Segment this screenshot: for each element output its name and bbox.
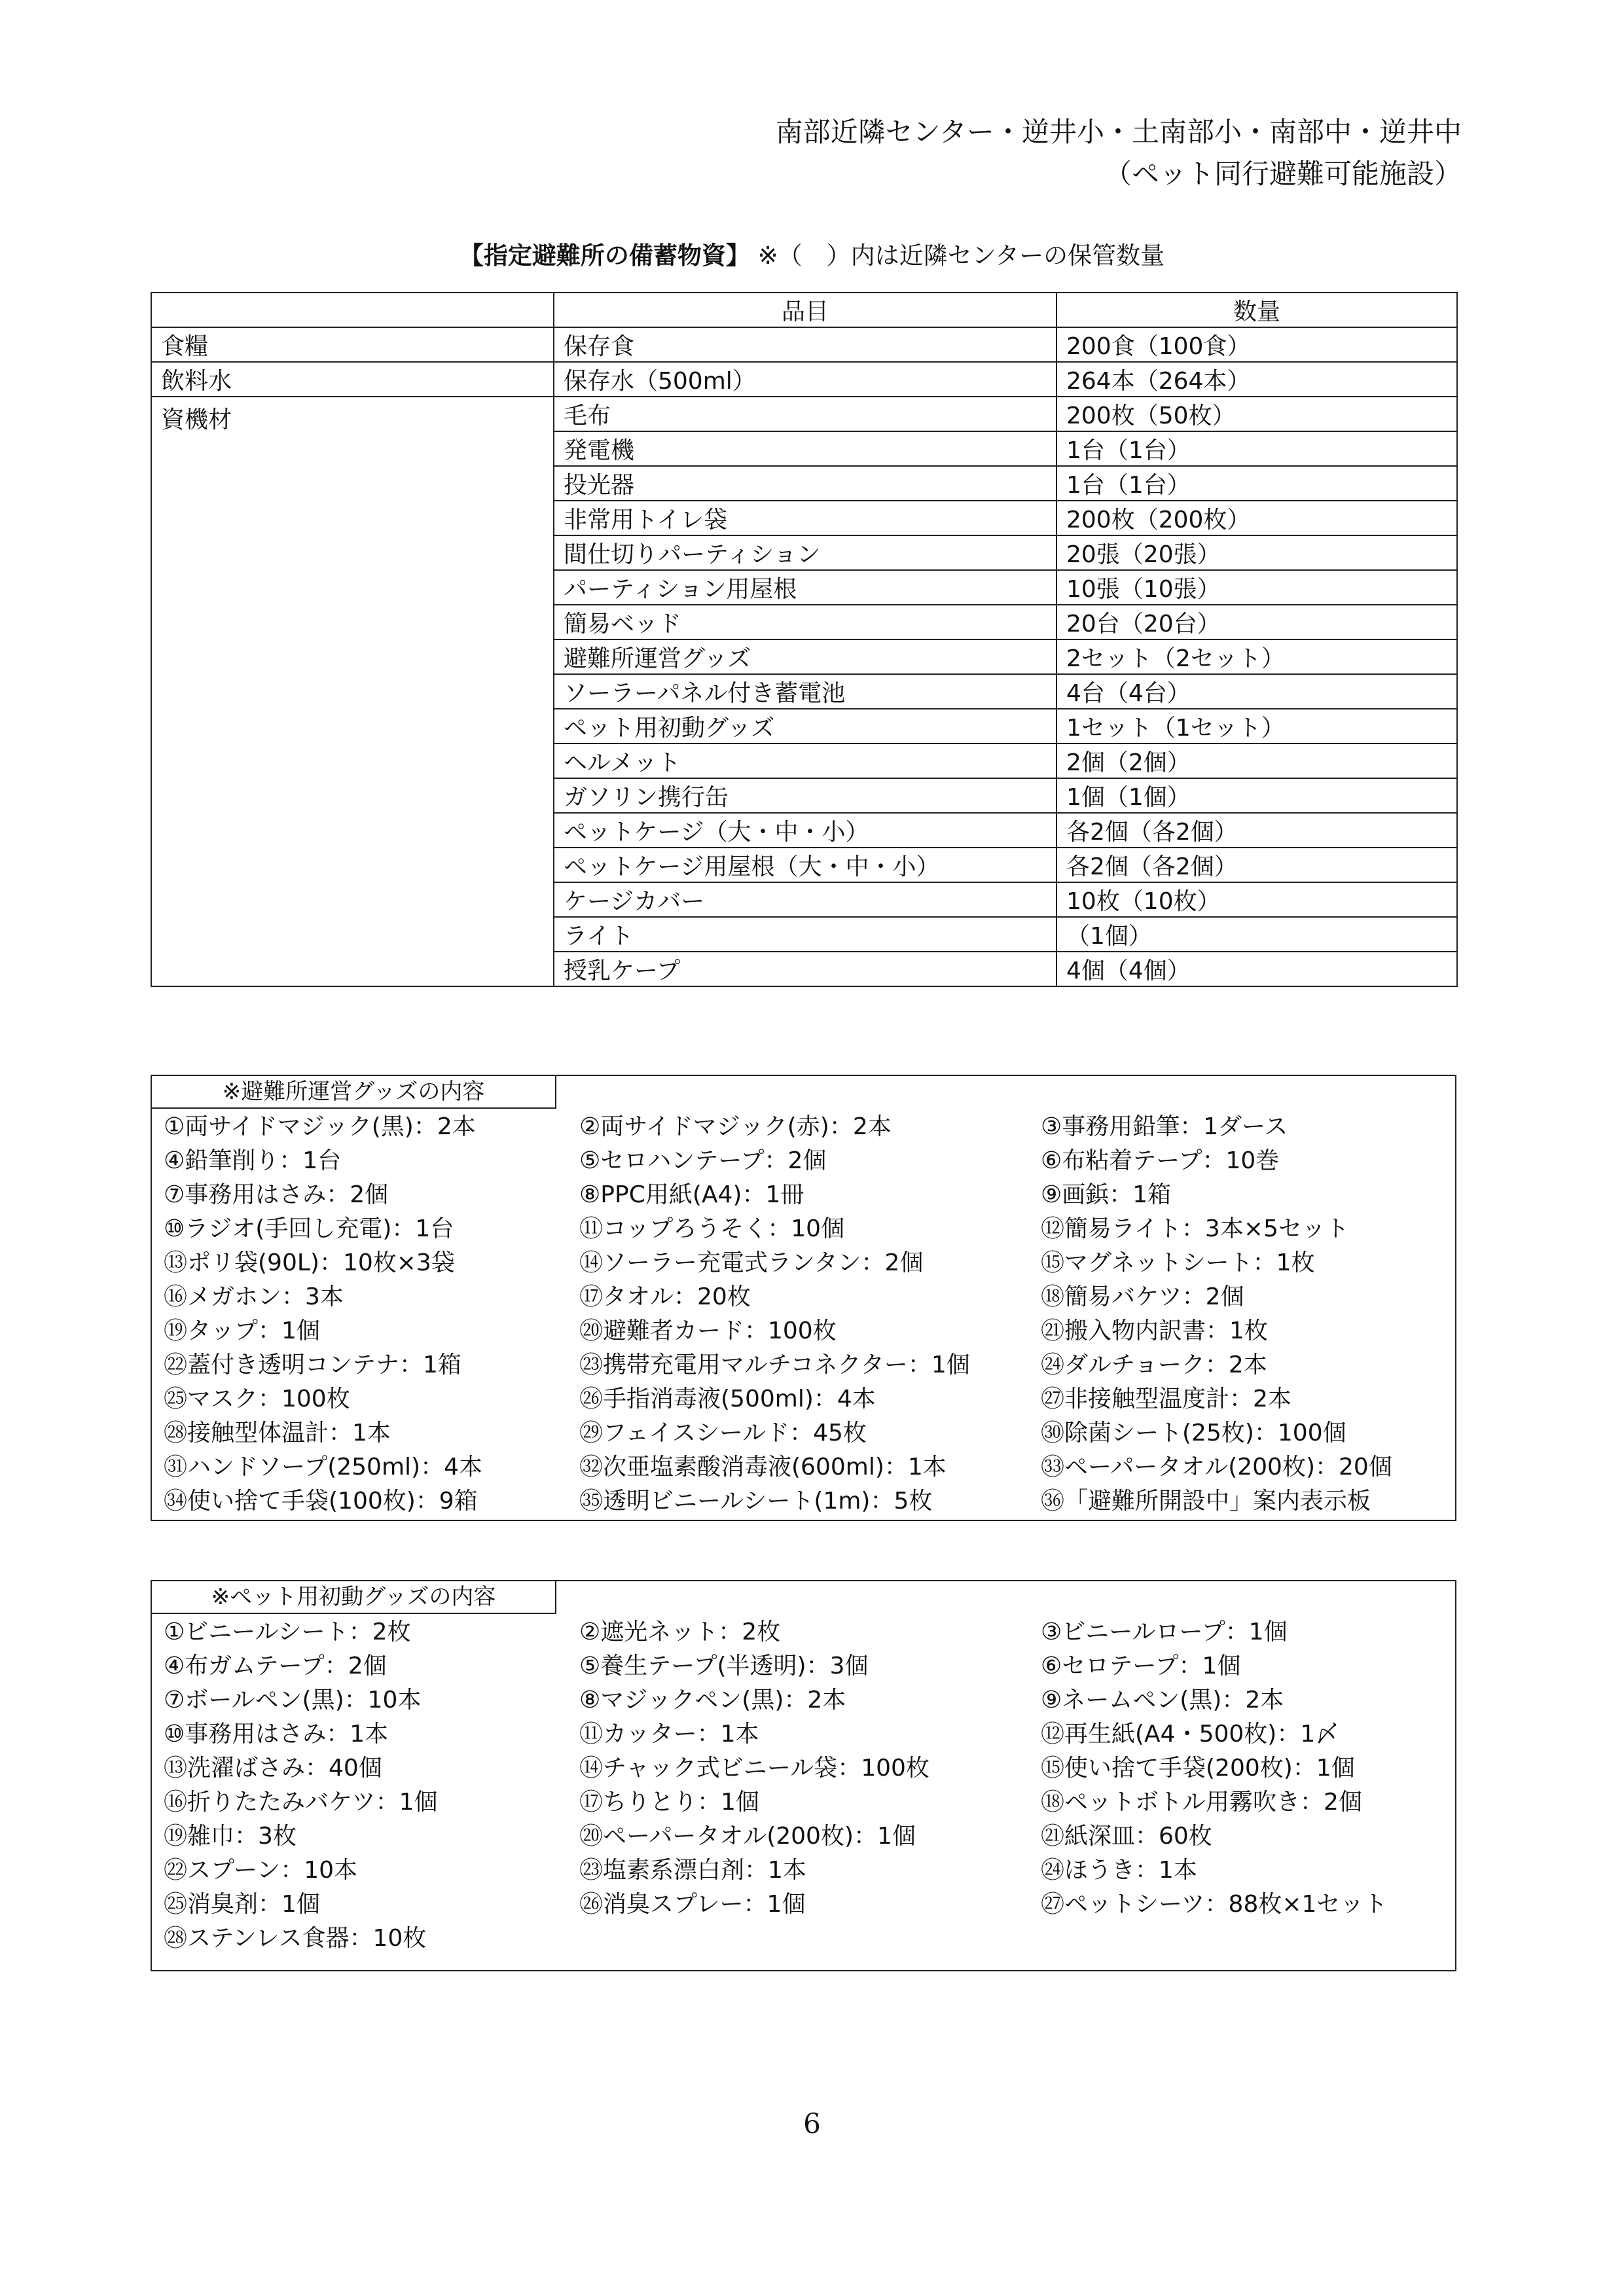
list-item: ㊱「避難所開設中」案内表示板 bbox=[1041, 1488, 1371, 1515]
list-item: ⑧PPC用紙(A4)：1冊 bbox=[579, 1181, 804, 1208]
list-item: ⑨画鋲：1箱 bbox=[1041, 1181, 1172, 1208]
title-main: 【指定避難所の備蓄物資】 bbox=[459, 242, 750, 270]
quantity-cell: 264本（264本） bbox=[1056, 362, 1457, 397]
item-cell: ソーラーパネル付き蓄電池 bbox=[554, 674, 1056, 709]
list-item: ⑦事務用はさみ：2個 bbox=[164, 1181, 389, 1208]
item-cell: 保存食 bbox=[554, 327, 1056, 362]
list-item: ⑳避難者カード：100枚 bbox=[579, 1318, 837, 1344]
quantity-cell: 200枚（200枚） bbox=[1056, 501, 1457, 535]
list-item: ⑲雑巾：3枚 bbox=[164, 1823, 297, 1850]
list-item: ⑱簡易バケツ：2個 bbox=[1041, 1283, 1244, 1310]
list-item: ⑱ペットボトル用霧吹き：2個 bbox=[1041, 1789, 1362, 1816]
item-cell: 発電機 bbox=[554, 431, 1056, 466]
list-item: ㉟透明ビニールシート(1m)：5枚 bbox=[579, 1488, 933, 1515]
list-item: ㉔ダルチョーク：2本 bbox=[1041, 1352, 1267, 1378]
quantity-cell: 各2個（各2個） bbox=[1056, 813, 1457, 848]
quantity-cell: 20張（20張） bbox=[1056, 535, 1457, 570]
list-item: ㉓携帯充電用マルチコネクター：1個 bbox=[579, 1352, 970, 1378]
list-item: ㉑紙深皿：60枚 bbox=[1041, 1823, 1212, 1850]
header-item: 品目 bbox=[554, 293, 1056, 327]
list-item: ③ビニールロープ：1個 bbox=[1041, 1619, 1288, 1645]
list-item: ㉖消臭スプレー：1個 bbox=[579, 1891, 806, 1918]
list-item: ㉛ハンドソープ(250ml)：4本 bbox=[164, 1454, 482, 1480]
item-cell: 非常用トイレ袋 bbox=[554, 501, 1056, 535]
list-item: ⑥布粘着テープ：10巻 bbox=[1041, 1147, 1280, 1174]
pet-goods-title: ※ペット用初動グッズの内容 bbox=[151, 1580, 556, 1614]
list-item: ㉓塩素系漂白剤：1本 bbox=[579, 1857, 806, 1884]
category-cell: 資機材 bbox=[151, 397, 554, 986]
title-note: ※（ ）内は近隣センターの保管数量 bbox=[757, 242, 1165, 270]
list-item: ①両サイドマジック(黒)：2本 bbox=[164, 1113, 476, 1140]
list-item: ⑳ペーパータオル(200枚)：1個 bbox=[579, 1823, 916, 1850]
item-cell: ガソリン携行缶 bbox=[554, 778, 1056, 813]
list-item: ㉗ペットシーツ：88枚×1セット bbox=[1041, 1891, 1388, 1918]
list-item: ⑩ラジオ(手回し充電)：1台 bbox=[164, 1215, 454, 1242]
item-cell: 避難所運営グッズ bbox=[554, 639, 1056, 674]
item-cell: 授乳ケープ bbox=[554, 952, 1056, 986]
list-item: ⑩事務用はさみ：1本 bbox=[164, 1721, 389, 1748]
list-item: ⑦ボールペン(黒)：10本 bbox=[164, 1687, 422, 1713]
list-item: ㉗非接触型温度計：2本 bbox=[1041, 1386, 1291, 1412]
quantity-cell: 2セット（2セット） bbox=[1056, 639, 1457, 674]
list-item: ⑭チャック式ビニール袋：100枚 bbox=[579, 1755, 929, 1782]
list-item: ⑥セロテープ：1個 bbox=[1041, 1653, 1241, 1679]
category-cell: 食糧 bbox=[151, 327, 554, 362]
item-cell: ヘルメット bbox=[554, 744, 1056, 778]
list-item: ④布ガムテープ：2個 bbox=[164, 1653, 387, 1679]
pet-shelter-note: （ペット同行避難可能施設） bbox=[1104, 158, 1462, 190]
list-item: ④鉛筆削り：1台 bbox=[164, 1147, 342, 1174]
list-item: ⑧マジックペン(黒)：2本 bbox=[579, 1687, 846, 1713]
stock-table bbox=[151, 292, 1458, 987]
item-cell: ペット用初動グッズ bbox=[554, 709, 1056, 744]
list-item: ②遮光ネット：2枚 bbox=[579, 1619, 781, 1645]
facility-header bbox=[776, 111, 1462, 195]
quantity-cell: 10枚（10枚） bbox=[1056, 882, 1457, 917]
list-item: ㉜次亜塩素酸消毒液(600ml)：1本 bbox=[579, 1454, 947, 1480]
list-item: ㉘接触型体温計：1本 bbox=[164, 1420, 391, 1446]
page-number: 6 bbox=[803, 2108, 821, 2140]
list-item: ⑪カッター：1本 bbox=[579, 1721, 759, 1748]
item-cell: ペットケージ用屋根（大・中・小） bbox=[554, 848, 1056, 882]
list-item: ⑨ネームペン(黒)：2本 bbox=[1041, 1687, 1284, 1713]
list-item: ㉞使い捨て手袋(100枚)：9箱 bbox=[164, 1488, 478, 1515]
quantity-cell: 1個（1個） bbox=[1056, 778, 1457, 813]
list-item: ③事務用鉛筆：1ダース bbox=[1041, 1113, 1288, 1140]
list-item: ⑤セロハンテープ：2個 bbox=[579, 1147, 827, 1174]
list-item: ㉘ステンレス食器：10枚 bbox=[164, 1925, 427, 1952]
list-item: ㉝ペーパータオル(200枚)：20個 bbox=[1041, 1454, 1392, 1480]
list-item: ⑫簡易ライト：3本×5セット bbox=[1041, 1215, 1349, 1242]
shelter-goods-list bbox=[164, 1110, 1449, 1518]
list-item: ㉒蓋付き透明コンテナ：1箱 bbox=[164, 1352, 461, 1378]
list-item: ㉕消臭剤：1個 bbox=[164, 1891, 320, 1918]
list-item: ㉚除菌シート(25枚)：100個 bbox=[1041, 1420, 1346, 1446]
item-cell: 簡易ベッド bbox=[554, 605, 1056, 639]
item-cell: ペットケージ（大・中・小） bbox=[554, 813, 1056, 848]
quantity-cell: 10張（10張） bbox=[1056, 570, 1457, 605]
table-row bbox=[151, 397, 1457, 431]
list-item: ⑯メガホン：3本 bbox=[164, 1283, 344, 1310]
item-cell: パーティション用屋根 bbox=[554, 570, 1056, 605]
table-header-row bbox=[151, 293, 1457, 327]
list-item: ⑲タップ：1個 bbox=[164, 1318, 320, 1344]
facility-names: 南部近隣センター・逆井小・土南部小・南部中・逆井中 bbox=[775, 116, 1462, 148]
list-item: ㉖手指消毒液(500ml)：4本 bbox=[579, 1386, 876, 1412]
list-item: ⑪コップろうそく：10個 bbox=[579, 1215, 845, 1242]
quantity-cell: 4個（4個） bbox=[1056, 952, 1457, 986]
quantity-cell: 1台（1台） bbox=[1056, 466, 1457, 501]
quantity-cell: 4台（4台） bbox=[1056, 674, 1457, 709]
item-cell: 保存水（500ml） bbox=[554, 362, 1056, 397]
list-item: ⑫再生紙(A4・500枚)：1〆 bbox=[1041, 1721, 1339, 1748]
quantity-cell: 2個（2個） bbox=[1056, 744, 1457, 778]
shelter-goods-box bbox=[151, 1075, 1456, 1521]
list-item: ㉑搬入物内訳書：1枚 bbox=[1041, 1318, 1268, 1344]
list-item: ㉙フェイスシールド：45枚 bbox=[579, 1420, 867, 1446]
list-item: ⑮使い捨て手袋(200枚)：1個 bbox=[1041, 1755, 1355, 1782]
quantity-cell: 各2個（各2個） bbox=[1056, 848, 1457, 882]
list-item: ①ビニールシート：2枚 bbox=[164, 1619, 411, 1645]
header-quantity: 数量 bbox=[1056, 293, 1457, 327]
item-cell: ケージカバー bbox=[554, 882, 1056, 917]
table-row bbox=[151, 362, 1457, 397]
list-item: ㉔ほうき：1本 bbox=[1041, 1857, 1197, 1884]
quantity-cell: 20台（20台） bbox=[1056, 605, 1457, 639]
item-cell: 間仕切りパーティション bbox=[554, 535, 1056, 570]
list-item: ⑤養生テープ(半透明)：3個 bbox=[579, 1653, 869, 1679]
list-item: ⑰タオル：20枚 bbox=[579, 1283, 751, 1310]
list-item: ⑭ソーラー充電式ランタン：2個 bbox=[579, 1249, 924, 1276]
list-item: ㉕マスク：100枚 bbox=[164, 1386, 350, 1412]
table-row bbox=[151, 327, 1457, 362]
header-category bbox=[151, 293, 554, 327]
quantity-cell: （1個） bbox=[1056, 917, 1457, 952]
list-item: ⑬洗濯ばさみ：40個 bbox=[164, 1755, 382, 1782]
list-item: ⑮マグネットシート：1枚 bbox=[1041, 1249, 1315, 1276]
list-item: ⑬ポリ袋(90L)：10枚×3袋 bbox=[164, 1249, 455, 1276]
quantity-cell: 200枚（50枚） bbox=[1056, 397, 1457, 431]
list-item: ㉒スプーン：10本 bbox=[164, 1857, 358, 1884]
section-title bbox=[0, 236, 1624, 271]
item-cell: ライト bbox=[554, 917, 1056, 952]
pet-goods-list bbox=[164, 1615, 1449, 1956]
list-item: ⑯折りたたみバケツ：1個 bbox=[164, 1789, 438, 1816]
quantity-cell: 1セット（1セット） bbox=[1056, 709, 1457, 744]
quantity-cell: 200食（100食） bbox=[1056, 327, 1457, 362]
shelter-goods-title: ※避難所運営グッズの内容 bbox=[151, 1075, 556, 1109]
pet-goods-box bbox=[151, 1580, 1456, 1971]
item-cell: 毛布 bbox=[554, 397, 1056, 431]
list-item: ②両サイドマジック(赤)：2本 bbox=[579, 1113, 892, 1140]
item-cell: 投光器 bbox=[554, 466, 1056, 501]
category-cell: 飲料水 bbox=[151, 362, 554, 397]
list-item: ⑰ちりとり：1個 bbox=[579, 1789, 759, 1816]
quantity-cell: 1台（1台） bbox=[1056, 431, 1457, 466]
